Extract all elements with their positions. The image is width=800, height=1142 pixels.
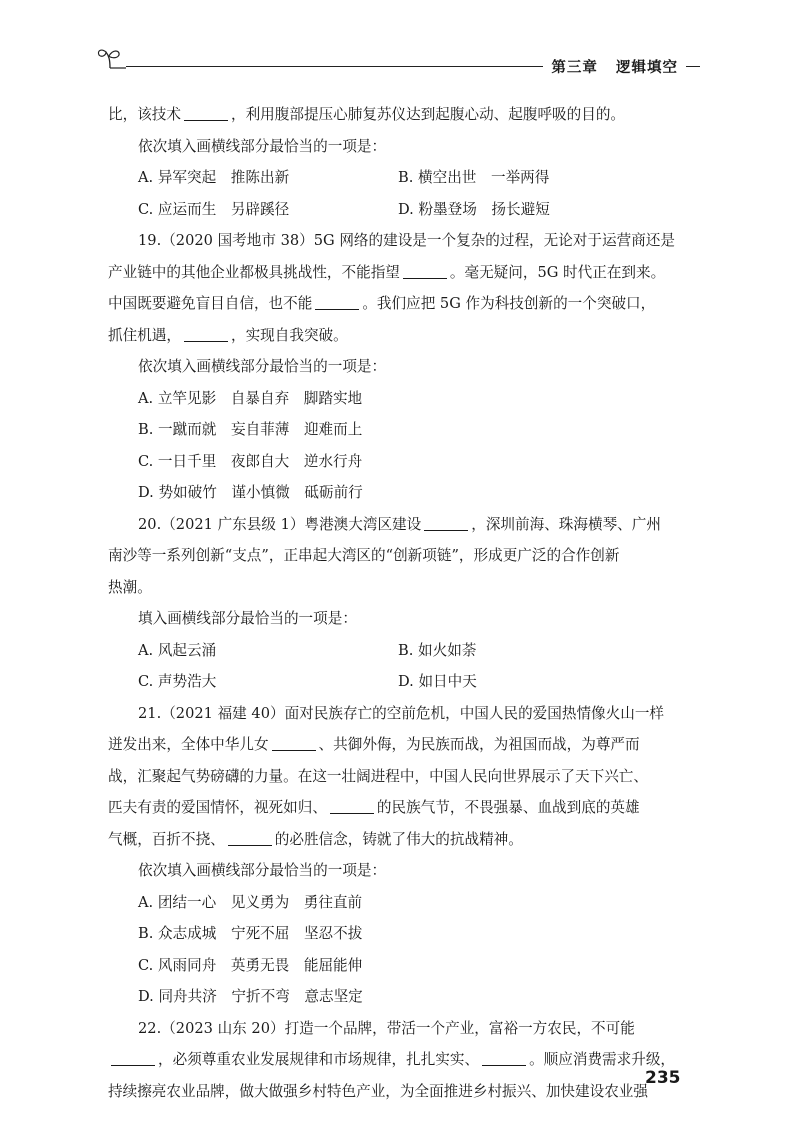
- option-c: C. 声势浩大: [138, 673, 217, 690]
- q21-text-line: 气概，百折不挠、 的必胜信念，铸就了伟大的抗战精神。: [108, 830, 523, 848]
- q18-prompt: 依次填入画横线部分最恰当的一项是：: [138, 137, 387, 155]
- q21-text-line: 迸发出来，全体中华儿女 、共御外侮，为民族而战，为祖国而战，为尊严而: [108, 736, 640, 753]
- answer-blank: [330, 798, 374, 814]
- q21-text-line: 匹夫有责的爱国情怀，视死如归、 的民族气节，不畏强暴、血战到底的英雄: [108, 799, 640, 816]
- header-title: [543, 56, 686, 77]
- q21-text-line: 战，汇聚起气势磅礴的力量。在这一壮阔进程中，中国人民向世界展示了天下兴亡、: [108, 767, 648, 785]
- q20-text-line: 南沙等一系列创新“支点”，正串起大湾区的“创新项链”，形成更广泛的合作创新: [108, 547, 620, 564]
- q19-text-line: 中国既要避免盲目自信，也不能 。我们应把 5G 作为科技创新的一个突破口，: [108, 295, 656, 312]
- sprout-icon: [96, 46, 128, 70]
- option-d: D. 如日中天: [398, 673, 477, 690]
- answer-blank: [184, 105, 228, 121]
- option-a: A. 风起云涌: [138, 641, 217, 659]
- answer-blank: [315, 294, 359, 310]
- answer-blank: [482, 1050, 526, 1066]
- option-d: D. 势如破竹 谨小慎微 砥砺前行: [138, 484, 363, 501]
- option-a: A. 异军突起 推陈出新: [138, 169, 290, 186]
- option-b: B. 横空出世 一举两得: [398, 169, 550, 186]
- answer-blank: [228, 830, 272, 846]
- q19-text-line: 抓住机遇， ，实现自我突破。: [108, 326, 348, 344]
- option-c: C. 风雨同舟 英勇无畏 能屈能伸: [138, 956, 363, 974]
- option-a: A. 团结一心 见义勇为 勇往直前: [138, 893, 363, 911]
- page-header: [96, 46, 700, 76]
- answer-blank: [424, 515, 468, 531]
- q19-prompt: 依次填入画横线部分最恰当的一项是：: [138, 358, 387, 375]
- q18-options-row-2: [108, 194, 700, 226]
- answer-blank: [403, 263, 447, 279]
- q22-text-line: ，必须尊重农业发展规律和市场规律，扎扎实实、 。顺应消费需求升级，: [108, 1044, 700, 1076]
- option-b: B. 一蹴而就 妄自菲薄 迎难而上: [138, 421, 363, 438]
- answer-blank: [272, 735, 316, 751]
- q20-prompt: 填入画横线部分最恰当的一项是：: [138, 610, 357, 627]
- q22-text-line: 22.（2023 山东 20）打造一个品牌，带活一个产业，富裕一方农民，不可能: [138, 1019, 635, 1037]
- q22-text-line: 持续擦亮农业品牌，做大做强乡村特色产业，为全面推进乡村振兴、加快建设农业强: [108, 1082, 648, 1100]
- chapter-label: 第三章: [551, 60, 598, 76]
- answer-blank: [184, 326, 228, 342]
- q18-options-row-1: [108, 162, 700, 194]
- q21-text-line: 21.（2021 福建 40）面对民族存亡的空前危机，中国人民的爱国热情像火山一样: [138, 704, 665, 722]
- page-content: [108, 99, 700, 1107]
- option-c: C. 应运而生 另辟蹊径: [138, 200, 290, 218]
- option-c: C. 一日千里 夜郎自大 逆水行舟: [138, 452, 363, 470]
- q20-options-row-2: [108, 666, 700, 698]
- option-a: A. 立竿见影 自暴自弃 脚踏实地: [138, 389, 363, 407]
- q20-options-row-1: [108, 635, 700, 667]
- q19-text-line: 19.（2020 国考地市 38）5G 网络的建设是一个复杂的过程，无论对于运营商还是: [138, 232, 675, 249]
- q18-text-line: 比，该技术 ，利用腹部提压心肺复苏仪达到起腹心动、起腹呼吸的目的。: [108, 106, 626, 123]
- option-b: B. 如火如荼: [398, 641, 477, 659]
- q19-text-line: 产业链中的其他企业都极具挑战性，不能指望 。毫无疑问，5G 时代正在到来。: [108, 263, 666, 281]
- q21-prompt: 依次填入画横线部分最恰当的一项是：: [138, 862, 387, 879]
- option-d: D. 粉墨登场 扬长避短: [398, 200, 550, 218]
- page-number: 235: [645, 1068, 681, 1088]
- option-b: B. 众志成城 宁死不屈 坚忍不拔: [138, 925, 363, 942]
- answer-blank: [111, 1050, 155, 1066]
- option-d: D. 同舟共济 宁折不弯 意志坚定: [138, 988, 363, 1005]
- q20-text-line: 热潮。: [108, 578, 152, 596]
- q20-text-line: 20.（2021 广东县级 1）粤港澳大湾区建设 ，深圳前海、珠海横琴、广州: [138, 515, 661, 533]
- section-label: 逻辑填空: [616, 60, 678, 76]
